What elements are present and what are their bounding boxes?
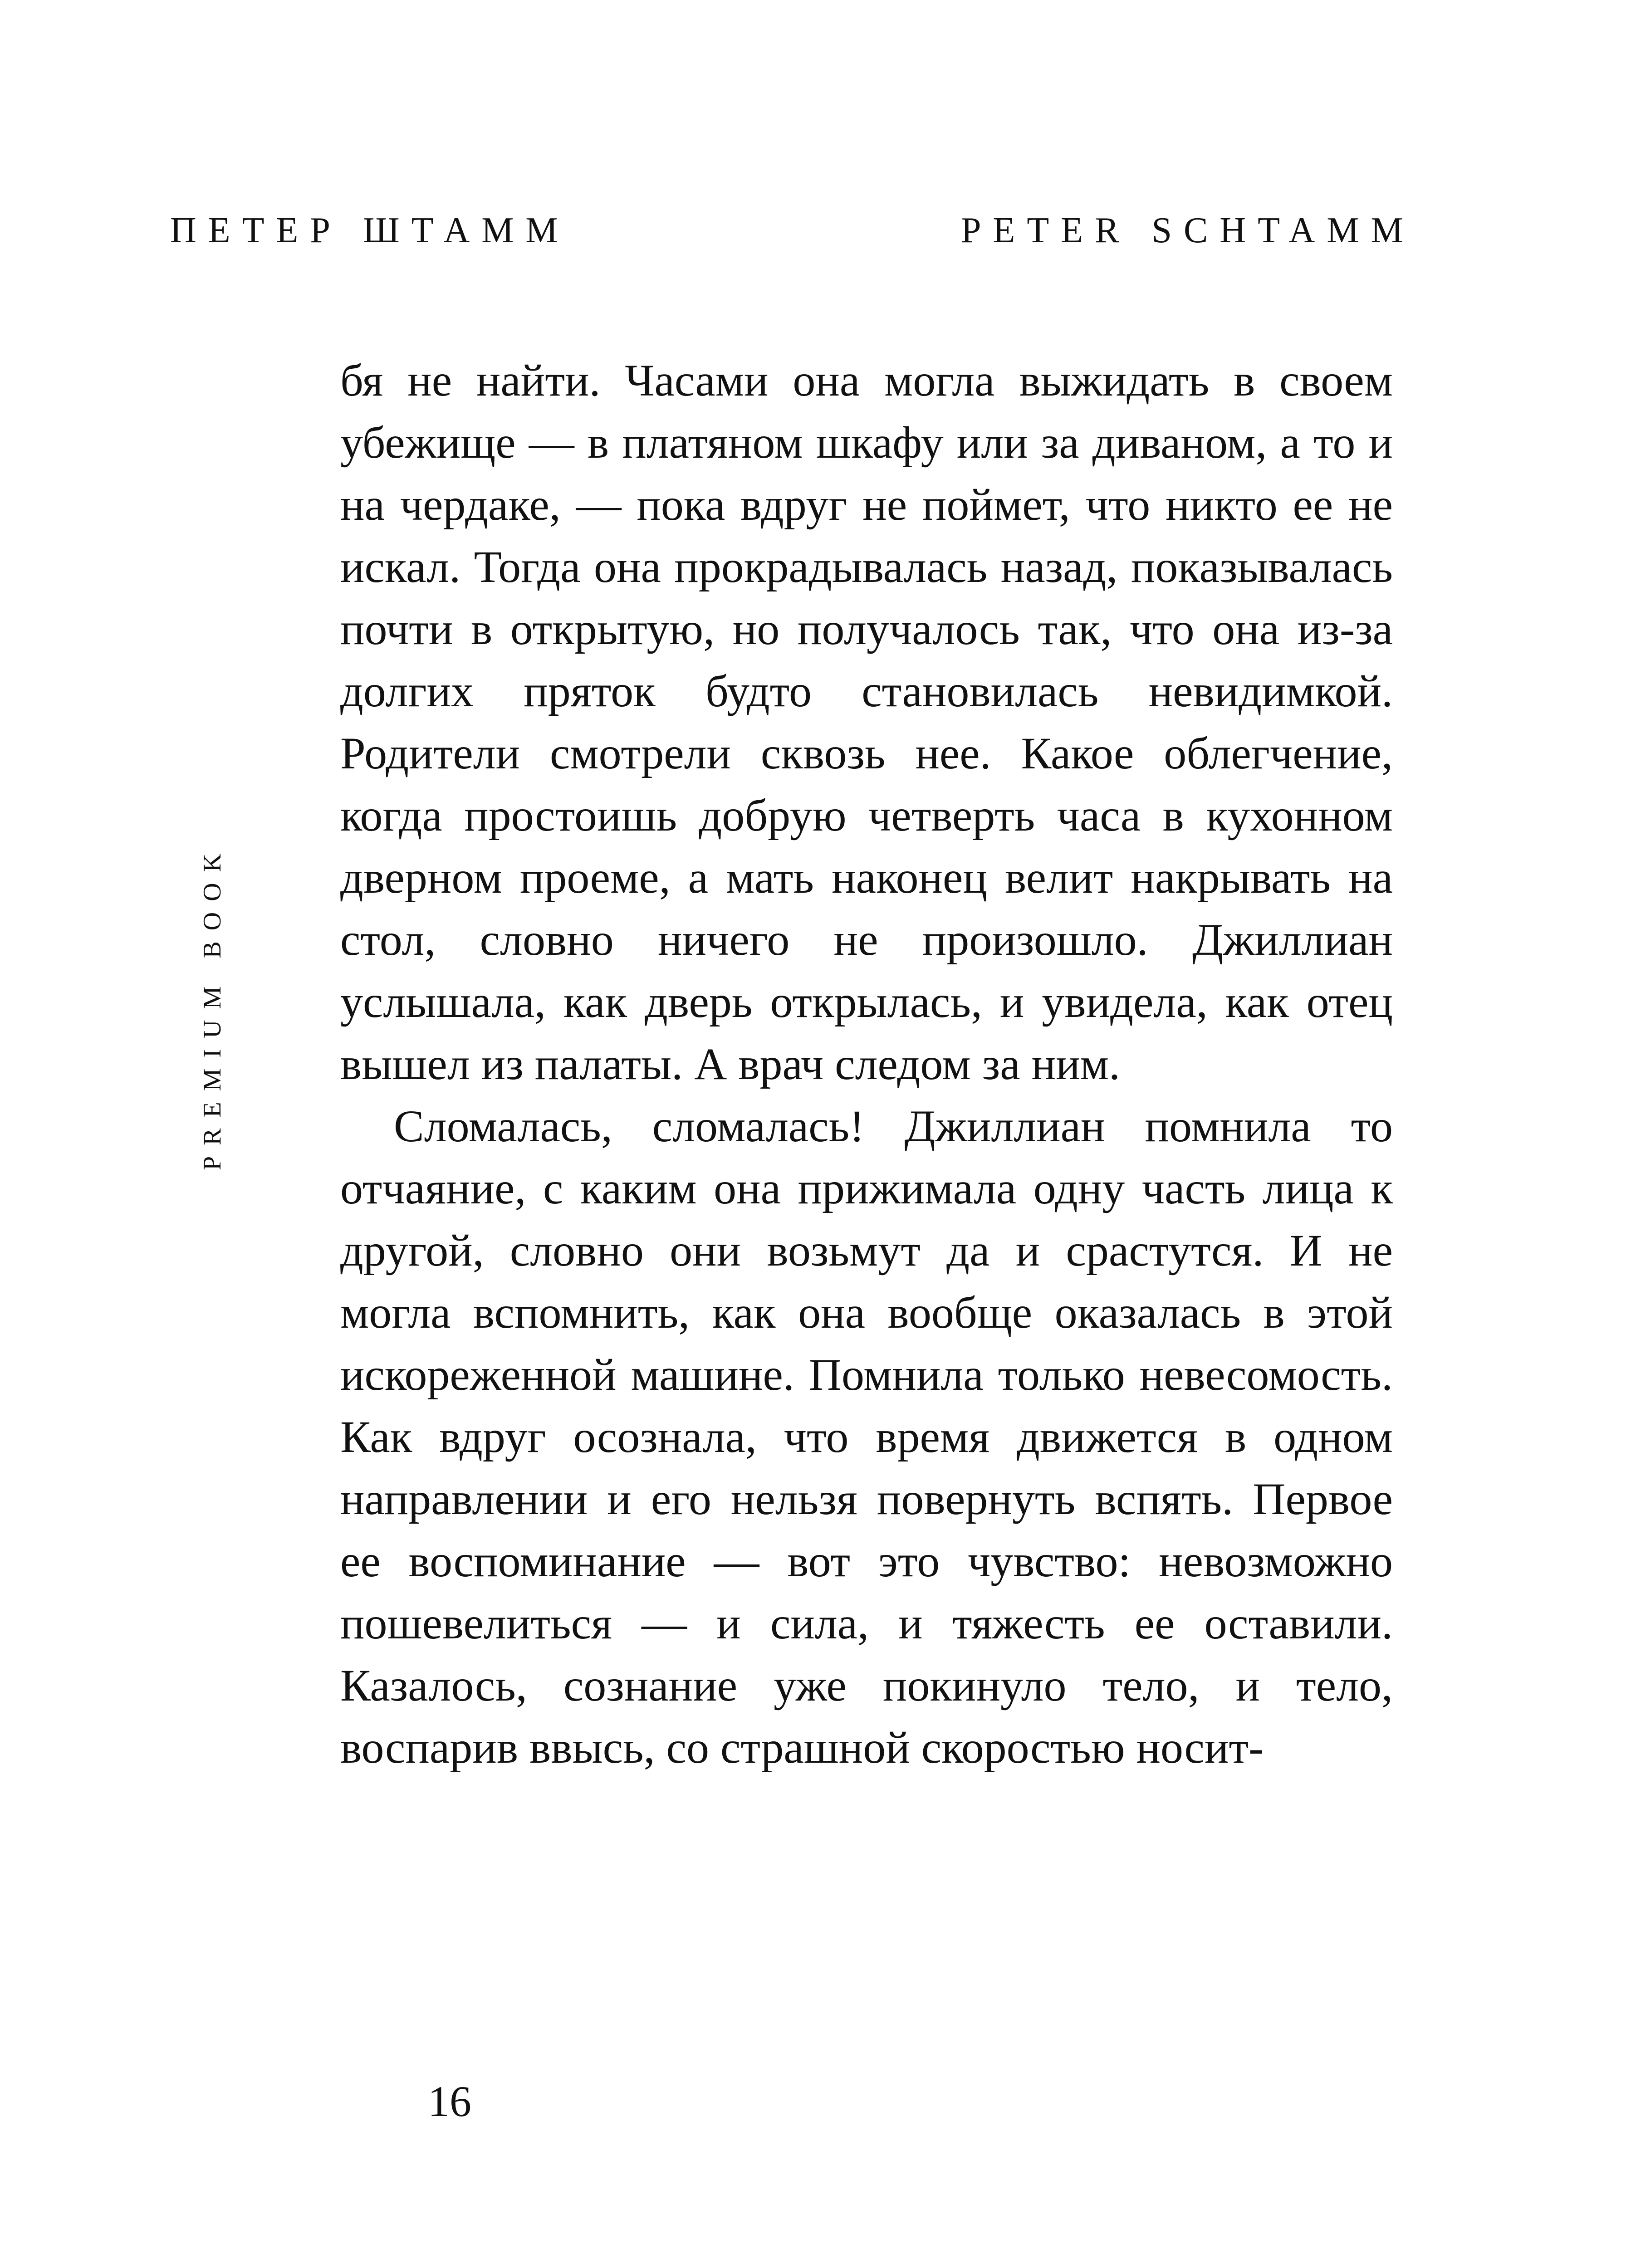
paragraph: Сломалась, сломалась! Джиллиан помнила то отчаяние, с каким она прижимала одну часть лица к другой, словно они возьмут да и срастутся. И не могла вспомнить, как она вообще оказалась в этой искореженной машине. Помнила только невесомость. Как вдруг осознала, что время движется в одном направлении и его нельзя повернуть вспять. Первое ее воспоминание — вот это чувство: невозможно пошевелиться — и сила, и тяжесть ее оставили. Казалось, сознание уже покинуло тело, и тело, воспарив ввысь, со страшной скоростью носит- bbox=[340, 1101, 1393, 1773]
page-number: 16 bbox=[428, 2077, 471, 2126]
running-head-author-en: PETER SCHTAMM bbox=[961, 210, 1415, 250]
running-head-author-ru: ПЕТЕР ШТАММ bbox=[170, 210, 570, 250]
paragraph: бя не найти. Часами она могла выжидать в своем убежище — в платяном шкафу или за диваном, а то и на чердаке, — пока вдруг не поймет, что никто ее не искал. Тогда она прокрадывалась назад, показывалась почти в открытую, но получалось так, что она из-за долгих пряток будто становилась невидимкой. Родители смотрели сквозь нее. Какое облегчение, когда простоишь добрую четверть часа в кухонном дверном проеме, а мать наконец велит накрывать на стол, словно ничего не произошло. Джиллиан услышала, как дверь открылась, и увидела, как отец вышел из палаты. А врач следом за ним. bbox=[340, 355, 1393, 1089]
body-text bbox=[340, 349, 1393, 1779]
side-label-imprint: PREMIUM BOOK bbox=[198, 842, 226, 1170]
